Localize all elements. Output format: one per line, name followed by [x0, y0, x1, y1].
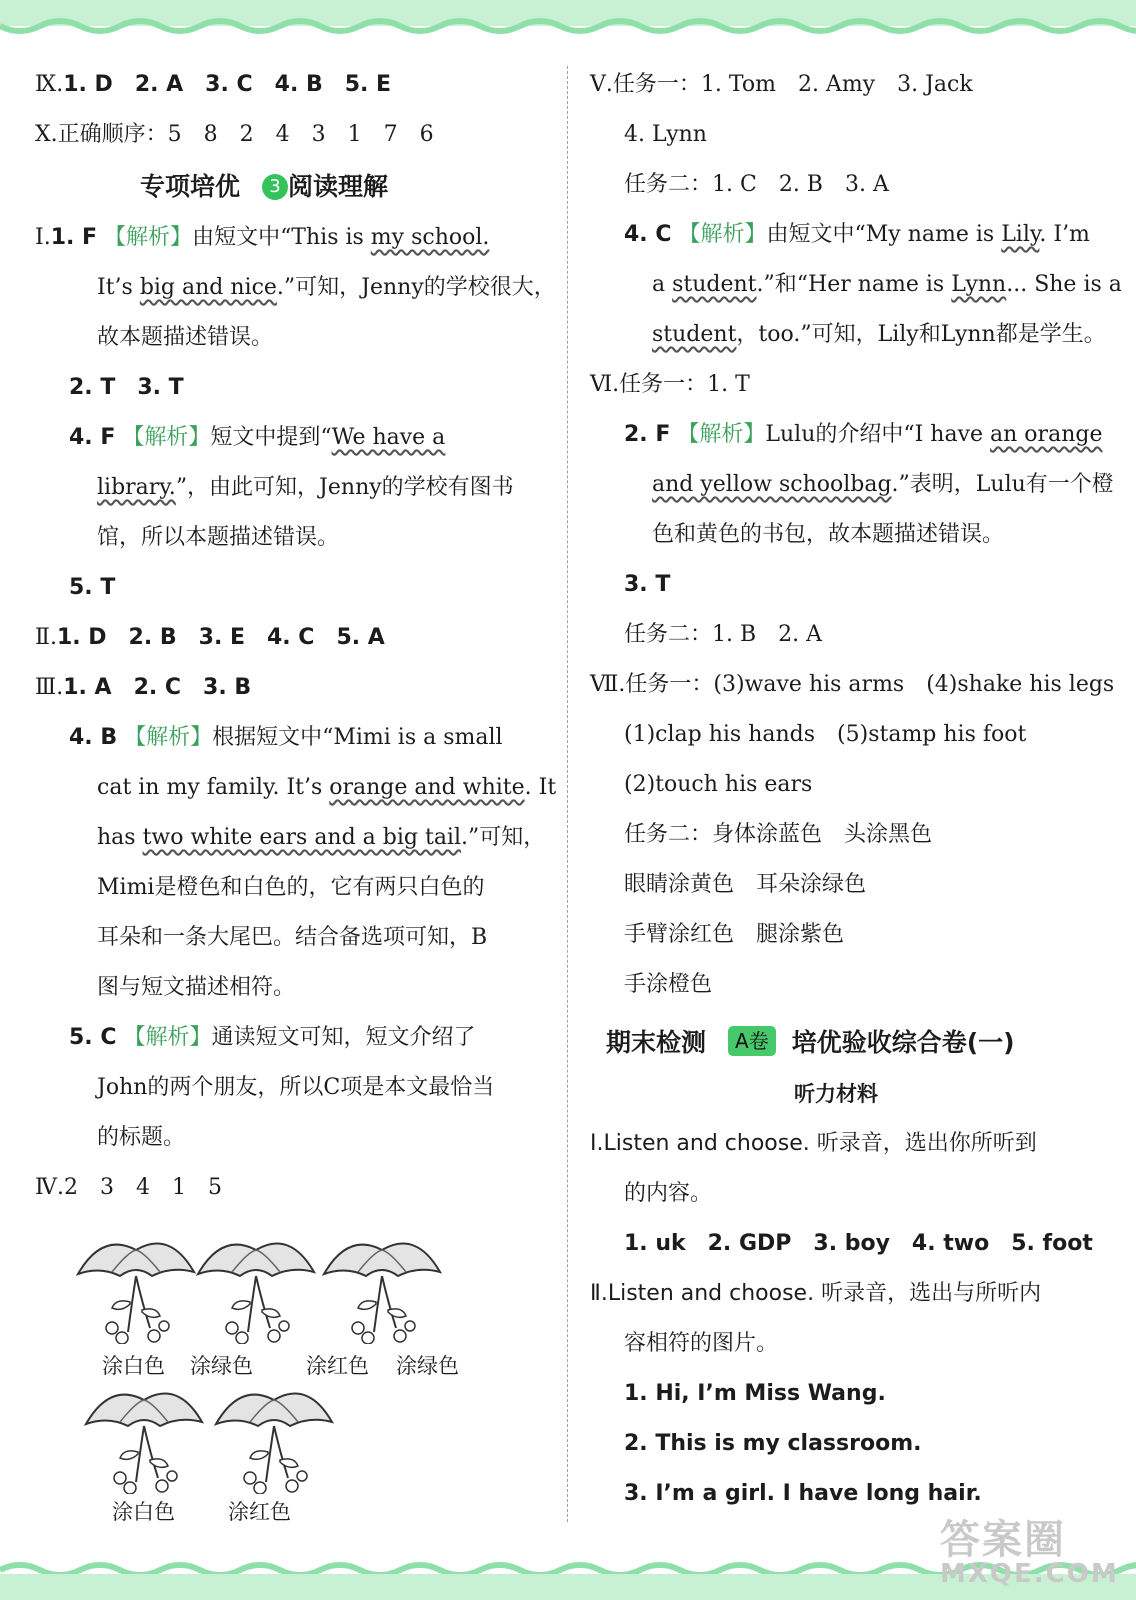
analysis-tag: 【解析】	[677, 422, 766, 447]
plant-illustration-4	[80, 1382, 208, 1494]
plant-illustration-5	[210, 1382, 338, 1494]
section-subtitle: 培优验收综合卷(一)	[791, 1028, 1015, 1057]
analysis-tag: 【解析】	[124, 725, 213, 750]
answer-line: Ⅸ.1. D 2. A 3. C 4. B 5. E	[35, 72, 392, 97]
answer-line: Ⅰ.Listen and choose. 听录音，选出你所听到	[590, 1131, 1037, 1156]
top-wave-border	[0, 0, 1136, 44]
watermark-logo: 答案圈 MXQE.COM	[940, 1517, 1119, 1589]
answer-line: 任务二：1. C 2. B 3. A	[624, 172, 889, 197]
answer-line: cat in my family. It’s orange and white. It	[97, 775, 557, 800]
answer-line: Mimi是橙色和白色的，它有两只白色的	[97, 875, 485, 900]
answer-line: has two white ears and a big tail.”可知，	[97, 825, 546, 850]
answer-line: 1. uk 2. GDP 3. boy 4. two 5. foot	[624, 1231, 1093, 1256]
answer-line: 5. C 【解析】通读短文可知，短文介绍了	[69, 1025, 476, 1050]
answer-line: 任务二：身体涂蓝色 头涂黑色	[624, 822, 933, 847]
answer-line: 4. B 【解析】根据短文中“Mimi is a small	[69, 725, 503, 750]
answer-line: It’s big and nice.”可知，Jenny的学校很大，	[97, 275, 556, 300]
answer-line: 手涂橙色	[624, 972, 713, 997]
column-divider	[567, 66, 568, 1522]
answer-line: 色和黄色的书包，故本题描述错误。	[652, 522, 1005, 547]
analysis-tag: 【解析】	[678, 222, 767, 247]
section-subtitle: 阅读理解	[288, 172, 389, 201]
answer-line: Ⅱ.1. D 2. B 3. E 4. C 5. A	[35, 625, 385, 650]
answer-line: 图与短文描述相符。	[97, 975, 296, 1000]
listening-heading: 听力材料	[794, 1082, 878, 1106]
answer-line: 2. F 【解析】Lulu的介绍中“I have an orange	[624, 422, 1103, 447]
answer-line: student，too.”可知，Lily和Lynn都是学生。	[652, 322, 1106, 347]
section-number-badge: 3	[262, 174, 288, 200]
color-caption: 涂绿色	[396, 1354, 459, 1378]
analysis-tag: 【解析】	[122, 425, 211, 450]
answer-line: Ⅱ.Listen and choose. 听录音，选出与所听内	[590, 1281, 1042, 1306]
color-caption: 涂红色	[228, 1500, 291, 1524]
section-heading	[590, 1016, 1105, 1069]
color-caption: 涂白色	[112, 1500, 175, 1524]
answer-line: Ⅳ.2 3 4 1 5	[35, 1175, 222, 1200]
left-column	[35, 60, 557, 1213]
answer-line: 2. This is my classroom.	[624, 1431, 922, 1456]
answer-line: 5. T	[69, 575, 116, 600]
right-column	[590, 60, 1122, 1519]
answer-line: 容相符的图片。	[624, 1331, 779, 1356]
color-caption: 涂红色	[306, 1354, 369, 1378]
section-title: 期末检测	[606, 1028, 707, 1057]
answer-line: John的两个朋友，所以C项是本文最恰当	[97, 1075, 495, 1100]
answer-line: Ⅴ.任务一：1. Tom 2. Amy 3. Jack	[590, 72, 973, 97]
answer-line: Ⅲ.1. A 2. C 3. B	[35, 675, 252, 700]
answer-line: 3. I’m a girl. I have long hair.	[624, 1481, 982, 1506]
answer-line: and yellow schoolbag.”表明，Lulu有一个橙	[652, 472, 1114, 497]
plant-illustration-3	[318, 1232, 446, 1344]
section-heading	[35, 160, 550, 213]
answer-line: 3. T	[624, 572, 671, 597]
answer-line: a student.”和“Her name is Lynn... She is a	[652, 272, 1122, 297]
answer-line: 耳朵和一条大尾巴。结合备选项可知，B	[97, 925, 488, 950]
answer-line: 故本题描述错误。	[97, 325, 274, 350]
answer-line: 任务二：1. B 2. A	[624, 622, 823, 647]
answer-line: 的内容。	[624, 1181, 713, 1206]
answer-line: Ⅰ.1. F 【解析】由短文中“This is my school.	[35, 225, 490, 250]
color-caption: 涂绿色	[190, 1354, 253, 1378]
section-title: 专项培优	[140, 172, 241, 201]
answer-line: library.”，由此可知，Jenny的学校有图书	[97, 475, 514, 500]
answer-line: 的标题。	[97, 1125, 186, 1150]
analysis-tag: 【解析】	[123, 1025, 212, 1050]
answer-line: 4. C 【解析】由短文中“My name is Lily. I’m	[624, 222, 1090, 247]
analysis-tag: 【解析】	[104, 225, 193, 250]
answer-line: 2. T 3. T	[69, 375, 184, 400]
plant-illustration-2	[192, 1232, 320, 1344]
answer-line: 4. F 【解析】短文中提到“We have a	[69, 425, 446, 450]
answer-line: Ⅵ.任务一：1. T	[590, 372, 750, 397]
color-caption: 涂白色	[102, 1354, 165, 1378]
answer-line: Ⅹ.正确顺序：5 8 2 4 3 1 7 6	[35, 122, 434, 147]
answer-line: 馆，所以本题描述错误。	[97, 525, 340, 550]
answer-line: (1)clap his hands (5)stamp his foot	[624, 722, 1027, 747]
answer-line: 4. Lynn	[624, 122, 707, 147]
answer-line: Ⅶ.任务一：(3)wave his arms (4)shake his legs	[590, 672, 1115, 697]
paper-badge: A卷	[728, 1026, 776, 1056]
answer-line: 眼睛涂黄色 耳朵涂绿色	[624, 872, 867, 897]
answer-line: 手臂涂红色 腿涂紫色	[624, 922, 845, 947]
answer-line: 1. Hi, I’m Miss Wang.	[624, 1381, 886, 1406]
answer-line: (2)touch his ears	[624, 772, 813, 797]
plant-illustration-1	[72, 1232, 200, 1344]
